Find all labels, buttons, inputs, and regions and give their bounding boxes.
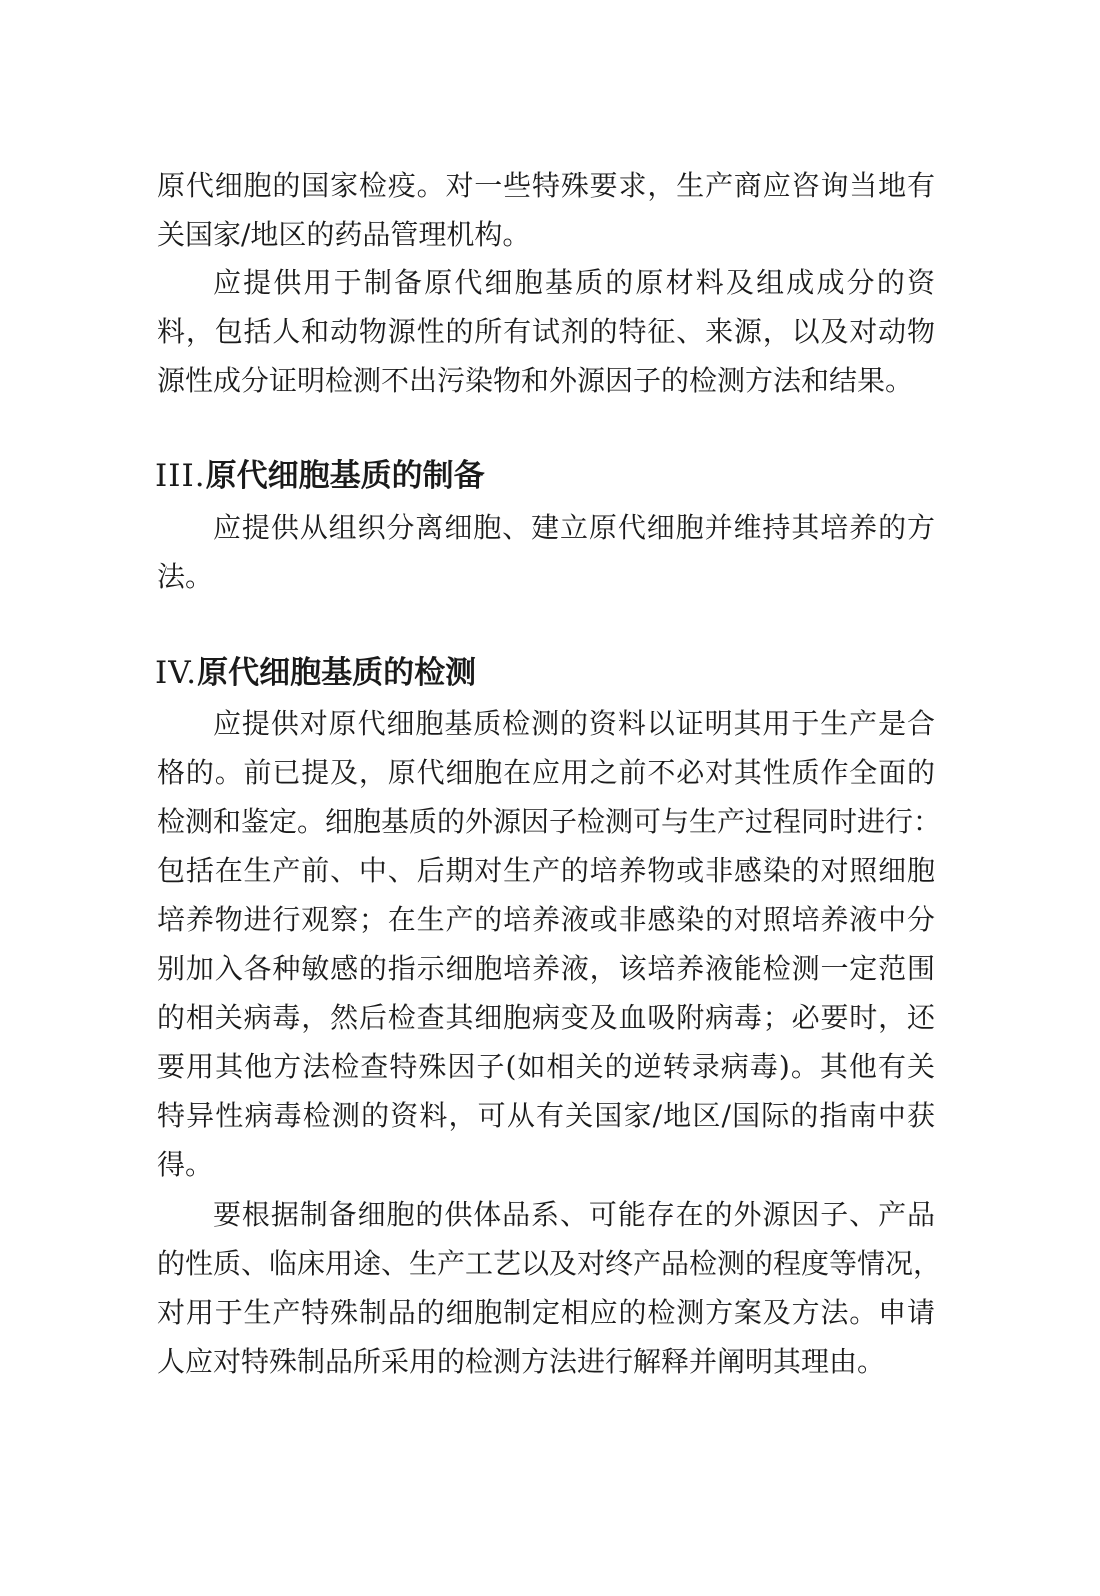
paragraph-line: 要用其他方法检查特殊因子(如相关的逆转录病毒)。其他有关 (157, 1050, 935, 1083)
paragraph-line: 得。 (157, 1148, 214, 1181)
paragraph-line: 检测和鉴定。细胞基质的外源因子检测可与生产过程同时进行： (157, 805, 942, 838)
paragraph-line: 别加入各种敏感的指示细胞培养液，该培养液能检测一定范围 (157, 952, 935, 985)
paragraph-line: 的相关病毒，然后检查其细胞病变及血吸附病毒；必要时，还 (157, 1001, 935, 1034)
paragraph-line: 要根据制备细胞的供体品系、可能存在的外源因子、产品 (213, 1198, 935, 1231)
paragraph-line: 原代细胞的国家检疫。对一些特殊要求，生产商应咨询当地有 (157, 169, 935, 202)
section-title: 原代细胞基质的制备 (205, 458, 485, 494)
paragraph-line: 应提供从组织分离细胞、建立原代细胞并维持其培养的方 (213, 511, 935, 544)
paragraph-line: 关国家/地区的药品管理机构。 (157, 218, 531, 251)
paragraph-line: 料，包括人和动物源性的所有试剂的特征、来源，以及对动物 (157, 315, 935, 348)
paragraph-line: 人应对特殊制品所采用的检测方法进行解释并阐明其理由。 (157, 1345, 886, 1378)
paragraph-line: 应提供对原代细胞基质检测的资料以证明其用于生产是合 (213, 707, 935, 740)
paragraph-line: 特异性病毒检测的资料，可从有关国家/地区/国际的指南中获 (157, 1099, 935, 1132)
section-title: 原代细胞基质的检测 (197, 655, 477, 691)
paragraph-line: 对用于生产特殊制品的细胞制定相应的检测方案及方法。申请 (157, 1296, 935, 1329)
section-heading-iii (155, 458, 485, 494)
paragraph-line: 法。 (157, 560, 214, 593)
paragraph-line: 培养物进行观察；在生产的培养液或非感染的对照培养液中分 (157, 903, 935, 936)
paragraph-line: 格的。前已提及，原代细胞在应用之前不必对其性质作全面的 (157, 756, 935, 789)
paragraph-line: 的性质、临床用途、生产工艺以及对终产品检测的程度等情况， (157, 1247, 942, 1280)
paragraph-line: 源性成分证明检测不出污染物和外源因子的检测方法和结果。 (157, 364, 914, 397)
section-number: IV. (155, 655, 198, 691)
paragraph-line: 应提供用于制备原代细胞基质的原材料及组成成分的资 (213, 266, 935, 299)
section-heading-iv (155, 655, 477, 691)
section-number: III. (155, 458, 206, 494)
paragraph-line: 包括在生产前、中、后期对生产的培养物或非感染的对照细胞 (157, 854, 935, 887)
